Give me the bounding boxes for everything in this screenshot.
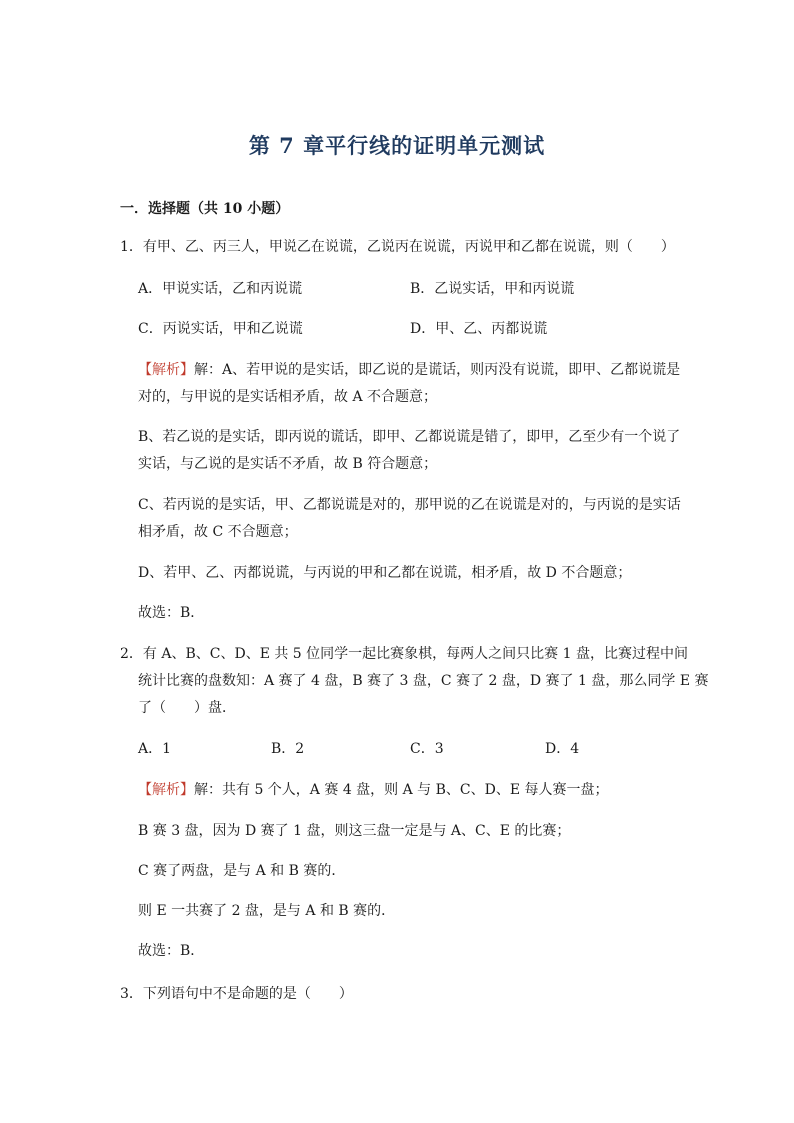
q1-solution-line: B、若乙说的是实话，即丙说的谎话，即甲、乙都说谎是错了，即甲，乙至少有一个说了 bbox=[138, 429, 681, 445]
q1-option-b: B．乙说实话，甲和丙说谎 bbox=[410, 281, 575, 297]
q2-solution-line: 【解析】解：共有 5 个人，A 赛 4 盘，则 A 与 B、C、D、E 每人赛一盘； bbox=[138, 782, 609, 798]
section-heading: 一．选择题（共 10 小题） bbox=[120, 201, 290, 217]
analysis-tag: 【解析】 bbox=[138, 362, 194, 378]
q2-option-c: C．3 bbox=[410, 741, 444, 757]
q1-solution-line: 实话，与乙说的是实话不矛盾，故 B 符合题意； bbox=[138, 456, 438, 472]
q1-solution-line: 对的，与甲说的是实话相矛盾，故 A 不合题意； bbox=[138, 389, 438, 405]
q2-solution-line: B 赛 3 盘，因为 D 赛了 1 盘，则这三盘一定是与 A、C、E 的比赛； bbox=[138, 823, 571, 839]
q2-solution-line: 则 E 一共赛了 2 盘，是与 A 和 B 赛的． bbox=[138, 903, 396, 919]
q2-option-a: A．1 bbox=[138, 741, 172, 757]
q1-solution-line: C、若丙说的是实话，甲、乙都说谎是对的，那甲说的乙在说谎是对的，与丙说的是实话 bbox=[138, 497, 681, 513]
q1-option-d: D．甲、乙、丙都说谎 bbox=[410, 321, 548, 337]
q2-solution-line: 故选：B． bbox=[138, 943, 205, 959]
document-title: 第 7 章平行线的证明单元测试 bbox=[248, 133, 546, 158]
q1-solution-line: 故选：B． bbox=[138, 605, 205, 621]
question-2-stem: 2．有 A、B、C、D、E 共 5 位同学一起比赛象棋，每两人之间只比赛 1 盘，比赛过程中间 bbox=[120, 646, 688, 662]
q1-solution-line: D、若甲、乙、丙都说谎，与丙说的甲和乙都在说谎，相矛盾，故 D 不合题意； bbox=[138, 565, 632, 581]
analysis-tag: 【解析】 bbox=[138, 782, 194, 798]
q1-solution-line: 相矛盾，故 C 不合题意； bbox=[138, 524, 298, 540]
q1-option-c: C．丙说实话，甲和乙说谎 bbox=[138, 321, 303, 337]
q2-option-d: D．4 bbox=[545, 741, 580, 757]
q2-option-b: B．2 bbox=[271, 741, 305, 757]
question-3-stem: 3．下列语句中不是命题的是（ ） bbox=[120, 986, 353, 1002]
q2-solution-line: C 赛了两盘，是与 A 和 B 赛的． bbox=[138, 863, 346, 879]
question-2-stem: 了（ ）盘． bbox=[138, 700, 236, 716]
question-1-stem: 1．有甲、乙、丙三人，甲说乙在说谎，乙说丙在说谎，丙说甲和乙都在说谎，则（ ） bbox=[120, 239, 675, 255]
q1-solution-line: 【解析】解：A、若甲说的是实话，即乙说的是谎话，则丙没有说谎，即甲、乙都说谎是 bbox=[138, 362, 681, 378]
q1-option-a: A．甲说实话，乙和丙说谎 bbox=[138, 281, 303, 297]
question-2-stem: 统计比赛的盘数知：A 赛了 4 盘，B 赛了 3 盘，C 赛了 2 盘，D 赛了 1 盘，那么同学 E 赛 bbox=[138, 673, 709, 689]
